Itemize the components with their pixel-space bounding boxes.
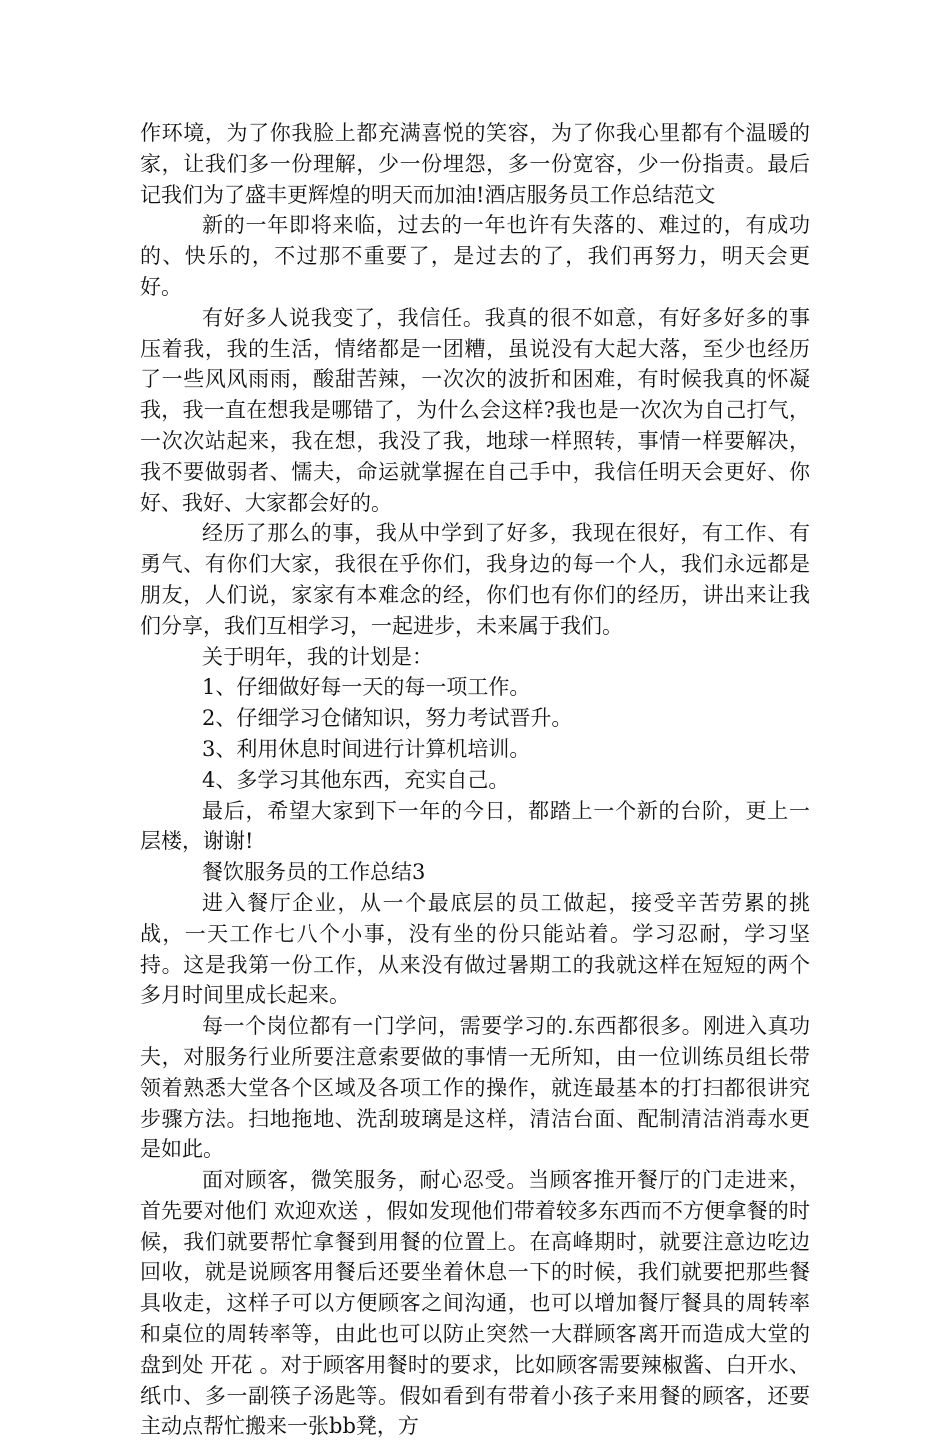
paragraph: 进入餐厅企业，从一个最底层的员工做起，接受辛苦劳累的挑战，一天工作七八个小事，没有坐的份只能站着。学习忍耐，学习坚持。这是我第一份工作，从来没有做过暑期工的我就这样在短短的两个多月时间里成长起来。 — [140, 890, 810, 1008]
paragraph: 经历了那么的事，我从中学到了好多，我现在很好，有工作、有勇气、有你们大家，我很在乎你们，我身边的每一个人，我们永远都是朋友，人们说，家家有本难念的经，你们也有你们的经历，讲出来让我们分享，我们互相学习，一起进步，未来属于我们。 — [140, 521, 810, 638]
paragraph: 新的一年即将来临，过去的一年也许有失落的、难过的，有成功的、快乐的，不过那不重要了，是过去的了，我们再努力，明天会更好。 — [140, 213, 810, 299]
plan-intro: 关于明年，我的计划是： — [202, 644, 433, 669]
paragraph: 作环境，为了你我脸上都充满喜悦的笑容，为了你我心里都有个温暖的家，让我们多一份理解，少一份埋怨，多一份宽容，少一份指责。最后记我们为了盛丰更辉煌的明天而加油!酒店服务员工作总结范文 — [140, 121, 810, 207]
section-heading: 餐饮服务员的工作总结3 — [202, 860, 426, 885]
paragraph: 面对顾客，微笑服务，耐心忍受。当顾客推开餐厅的门走进来，首先要对他们 欢迎欢送 ，假如发现他们带着较多东西而不方便拿餐的时候，我们就要帮忙拿餐到用餐的位置上。在高峰期时，就要注意边吃边回收，就是说顾客用餐后还要坐着休息一下的时候，我们就要把那些餐具收走，这样子可以方便顾客之间沟通，也可以增加餐厅餐具的周转率和桌位的周转率等，由此也可以防止突然一大群顾客离开而造成大堂的盘到处 开花 。对于顾客用餐时的要求，比如顾客需要辣椒酱、白开水、纸巾、多一副筷子汤匙等。假如看到有带着小孩子来用餐的顾客，还要主动点帮忙搬来一张bb凳，方 — [140, 1168, 810, 1439]
plan-item: 3、利用休息时间进行计算机培训。 — [202, 736, 531, 761]
plan-item: 4、多学习其他东西，充实自己。 — [202, 767, 510, 792]
paragraph: 每一个岗位都有一门学问，需要学习的.东西都很多。刚进入真功夫，对服务行业所要注意索要做的事情一无所知，由一位训练员组长带领着熟悉大堂各个区域及各项工作的操作，就连最基本的打扫都很讲究步骤方法。扫地拖地、洗刮玻璃是这样，清洁台面、配制清洁消毒水更是如此。 — [140, 1014, 810, 1162]
paragraph: 有好多人说我变了，我信任。我真的很不如意，有好多好多的事压着我，我的生活，情绪都是一团糟，虽说没有大起大落，至少也经历了一些风风雨雨，酸甜苦辣，一次次的波折和困难，有时候我真的怀凝我，我一直在想我是哪错了，为什么会这样?我也是一次次为自己打气，一次次站起来，我在想，我没了我，地球一样照转，事情一样要解决，我不要做弱者、懦夫，命运就掌握在自己手中，我信任明天会更好、你好、我好、大家都会好的。 — [140, 305, 810, 515]
paragraph: 最后，希望大家到下一年的今日，都踏上一个新的台阶，更上一层楼，谢谢! — [140, 798, 810, 854]
document-body — [140, 118, 810, 1442]
plan-item: 2、仔细学习仓储知识，努力考试晋升。 — [202, 706, 573, 731]
plan-item: 1、仔细做好每一天的每一项工作。 — [202, 675, 531, 700]
